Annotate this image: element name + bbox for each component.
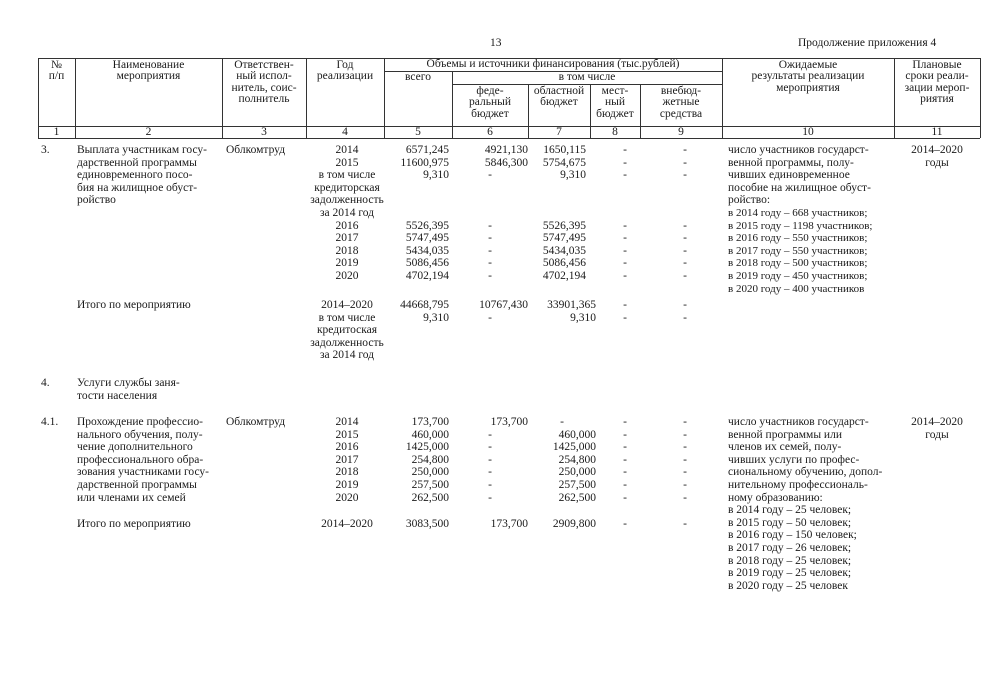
local-column: - - xyxy=(623,299,627,324)
column-number: 4 xyxy=(342,126,348,138)
continuation-label: Продолжение приложения 4 xyxy=(798,37,937,49)
year-column: 2014 2015 в том числе кредиторская задолженность за 2014 год 2016 2017 2018 2019 2020 xyxy=(310,144,384,282)
extra-column: - - - - - - - xyxy=(683,416,687,504)
federal-column: 173,700 xyxy=(490,518,528,530)
total-column: 6571,245 11600,975 9,310 5526,395 5747,495 5434,035 5086,456 4702,194 xyxy=(400,144,449,282)
header-federal: феде- ральный бюджет xyxy=(469,85,511,120)
extra-column: - - xyxy=(683,299,687,324)
expected-results: число участников государст- венной программы, полу- чивших единовременное пособие на жилищное обуст- ройство: в 2014 году – 668 участников; в 2015 году – 1198 участников; в 2016 году – 550 участников; в 2017 году – 550 участников; в 2018 году – 500 участников; в 2019 году – 450 участников; в 2020 году – 400 участников xyxy=(728,144,873,295)
column-number: 1 xyxy=(53,126,60,138)
regional-column: 1650,115 5754,675 9,310 5526,395 5747,495 5434,035 5086,456 4702,194 xyxy=(542,144,586,282)
local-column: - - - - - - - - xyxy=(623,144,627,282)
total-column: 173,700 460,000 1425,000 254,800 250,000 257,500 262,500 xyxy=(405,416,449,504)
planned-terms: 2014–2020 годы xyxy=(911,416,963,441)
total-label: Итого по мероприятию xyxy=(77,299,191,311)
federal-column: 4921,130 5846,300 - - - - - - xyxy=(484,144,528,282)
regional-column: - 460,000 1425,000 254,800 250,000 257,500 262,500 xyxy=(552,416,596,504)
extra-column: - - - - - - - - xyxy=(683,144,687,282)
header-local: мест- ный бюджет xyxy=(596,85,634,120)
column-number: 2 xyxy=(145,126,152,138)
header-num: № п/п xyxy=(48,59,65,83)
total-label: Итого по мероприятию xyxy=(77,518,191,530)
column-number: 9 xyxy=(678,126,684,138)
responsible-org: Облкомтруд xyxy=(226,144,286,156)
column-number: 3 xyxy=(261,126,267,138)
header-extra: внебюд- жетные средства xyxy=(659,85,703,120)
header-total: всего xyxy=(405,71,431,83)
column-number: 8 xyxy=(612,126,618,138)
total-column: 3083,500 xyxy=(405,518,449,530)
header-terms: Плановые сроки реали- зации мероп- риятия xyxy=(904,59,970,106)
column-number: 7 xyxy=(556,126,562,138)
header-year: Год реализации xyxy=(316,59,374,83)
column-number: 10 xyxy=(802,126,814,138)
federal-column: 10767,430 - xyxy=(479,299,528,324)
planned-terms: 2014–2020 годы xyxy=(911,144,963,169)
item-name: Выплата участникам госу- дарственной программы единовременного посо- бия на жилищное обуст- ройство xyxy=(77,144,207,207)
local-column: - xyxy=(623,518,627,530)
header-name: Наименование мероприятия xyxy=(112,59,185,83)
page-number: 13 xyxy=(490,37,502,49)
header-funding: Объемы и источники финансирования (тыс.рублей) xyxy=(426,58,680,70)
year-column: 2014–2020 в том числе кредитоская задолженность за 2014 год xyxy=(310,299,384,362)
total-column: 44668,795 9,310 xyxy=(400,299,449,324)
federal-column: 173,700 - - - - - - xyxy=(488,416,528,504)
item-number: 4.1. xyxy=(41,416,59,428)
responsible-org: Облкомтруд xyxy=(226,416,286,428)
regional-column: 33901,365 9,310 xyxy=(547,299,596,324)
header-including: в том числе xyxy=(558,71,616,83)
expected-results: число участников государст- венной программы или членов их семей, полу- чивших услуги по профес- сиональному обучению, допол- нительному профессиональ- ному образованию: в 2014 году – 25 человек; в 2015 году – 50 человек; в 2016 году – 150 человек; в 2017 году – 26 человек; в 2018 году – 25 человек; в 2019 году – 25 человек; в 2020 году – 25 человек xyxy=(728,416,883,592)
year-column: 2014–2020 xyxy=(321,518,373,530)
year-column: 2014 2015 2016 2017 2018 2019 2020 xyxy=(335,416,359,504)
column-number: 5 xyxy=(415,126,421,138)
header-regional: областной бюджет xyxy=(533,85,585,109)
item-name: Прохождение профессио- нального обучения, полу- чение дополнительного профессионального обра- зования участниками госу- дарственной программы или членами их семей xyxy=(77,416,209,504)
column-number: 6 xyxy=(487,126,493,138)
header-responsible: Ответствен- ный испол- нитель, соис- полнитель xyxy=(231,59,297,106)
regional-column: 2909,800 xyxy=(552,518,596,530)
item-name: Услуги службы заня- тости населения xyxy=(77,377,180,402)
header-results: Ожидаемые результаты реализации мероприятия xyxy=(751,59,865,94)
local-column: - - - - - - - xyxy=(623,416,627,504)
column-number: 11 xyxy=(931,126,943,138)
item-number: 3. xyxy=(41,144,50,156)
extra-column: - xyxy=(683,518,687,530)
item-number: 4. xyxy=(41,377,50,389)
